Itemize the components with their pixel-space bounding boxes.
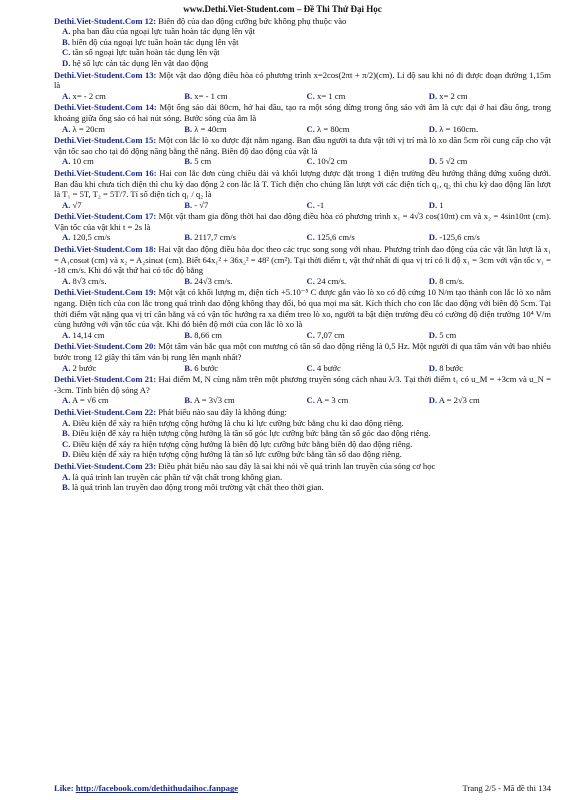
option-letter: A. bbox=[62, 199, 71, 210]
option-text: là quá trình lan truyền các phần tử vật chất trong không gian. bbox=[72, 471, 283, 482]
question-label: Dethi.Viet-Student.Com 12: bbox=[54, 15, 157, 26]
option-text: λ = 80cm bbox=[317, 123, 350, 134]
like-label: Like: bbox=[54, 783, 74, 794]
answer-option[interactable] bbox=[184, 232, 306, 243]
answer-option[interactable] bbox=[54, 37, 551, 48]
option-letter: B. bbox=[62, 482, 70, 493]
answer-option[interactable] bbox=[184, 395, 306, 406]
answer-options bbox=[54, 200, 551, 211]
option-text: 7,07 cm bbox=[317, 329, 345, 340]
option-text: - √7 bbox=[194, 199, 209, 210]
answer-option[interactable] bbox=[429, 91, 551, 102]
answer-option[interactable] bbox=[307, 276, 429, 287]
option-letter: D. bbox=[428, 395, 438, 406]
question-block bbox=[54, 244, 551, 286]
question-stem bbox=[54, 16, 551, 27]
option-text: 8√3 cm/s. bbox=[72, 275, 107, 286]
option-letter: A. bbox=[62, 362, 71, 373]
option-text: A = √6 cm bbox=[72, 395, 109, 406]
option-text: 5 √2 cm bbox=[439, 156, 468, 167]
option-letter: C. bbox=[62, 47, 71, 58]
answer-option[interactable] bbox=[54, 428, 551, 439]
option-letter: A. bbox=[62, 417, 71, 428]
question-text: Một vật có khối lượng m, điện tích +5.10⁻⁵ C được gắn vào lò xo có độ cứng 10 N/m tạo thành con lắc lò xo nằm ngang. Điện tích của con lắc trong quá trình dao động không thay đổi, bỏ qua mọi ma sát. Kích thích cho con lắc dao động với biên độ 5cm. Tại thời điểm vật nặng qua vị trí cân bằng và có vận tốc hướng ra xa điểm treo lò xo, người ta bật điện trường đều có cường độ điện trường 10⁴ V/m cùng hướng với vận tốc của vật. Khi đó biên độ mới của con lắc lò xo là bbox=[54, 287, 551, 330]
answer-option[interactable] bbox=[429, 200, 551, 211]
option-text: 8 bước bbox=[439, 362, 464, 373]
option-text: 125,6 cm/s bbox=[317, 232, 355, 243]
question-label: Dethi.Viet-Student.Com 14: bbox=[54, 102, 157, 113]
option-text: -125,6 cm/s bbox=[439, 232, 480, 243]
question-stem bbox=[54, 407, 551, 418]
answer-option[interactable] bbox=[184, 363, 306, 374]
answer-options bbox=[54, 124, 551, 135]
question-label: Dethi.Viet-Student.Com 16: bbox=[54, 167, 157, 178]
question-stem bbox=[54, 102, 551, 123]
answer-options bbox=[54, 363, 551, 374]
answer-option[interactable] bbox=[54, 418, 551, 429]
footer-like bbox=[54, 783, 238, 794]
option-text: A = 3√3 cm bbox=[193, 395, 235, 406]
answer-option[interactable] bbox=[429, 232, 551, 243]
answer-options bbox=[54, 26, 551, 68]
option-text: 1 bbox=[439, 199, 444, 210]
question-text: Hai vật dao động điều hòa dọc theo các trục song song với nhau. Phương trình dao động của các vật lần lượt là x₁ = A₁cosωt (cm) và x₂ = A₂sinωt (cm). Biết 64x₁² + 36x₂² = 48² (cm²). Tại thời điểm t, vật thứ nhất đi qua vị trí có li độ x₁ = 3cm với vận tốc v₁ = -18 cm/s. Khi đó vật thứ hai có tốc độ bằng bbox=[54, 244, 551, 276]
answer-option[interactable] bbox=[184, 330, 306, 341]
question-stem bbox=[54, 244, 551, 276]
answer-option[interactable] bbox=[54, 439, 551, 450]
question-block bbox=[54, 168, 551, 210]
question-stem bbox=[54, 70, 551, 91]
question-text: Biên độ của dao động cưỡng bức không phụ thuộc vào bbox=[158, 15, 347, 26]
option-text: √7 bbox=[72, 199, 82, 210]
answer-option[interactable] bbox=[62, 395, 184, 406]
option-letter: C. bbox=[306, 90, 315, 101]
answer-options bbox=[54, 232, 551, 243]
question-stem bbox=[54, 168, 551, 200]
answer-option[interactable] bbox=[54, 58, 551, 69]
option-letter: B. bbox=[62, 428, 70, 439]
answer-option[interactable] bbox=[307, 395, 429, 406]
answer-option[interactable] bbox=[307, 232, 429, 243]
question-text: Một tấm ván bắc qua một con mương có tần số dao động riêng là 0,5 Hz. Một người đi qua tấm ván với bao nhiêu bước trong 12 giây thì tấm ván bị rung lên mạnh nhất? bbox=[54, 341, 551, 362]
answer-options bbox=[54, 472, 551, 493]
option-text: Điều kiện để xảy ra hiện tượng cộng hưởng là tần số góc lực cưỡng bức bằng tần số góc dao động riêng. bbox=[72, 428, 431, 439]
answer-option[interactable] bbox=[62, 200, 184, 211]
option-text: A = 2√3 cm bbox=[438, 395, 480, 406]
question-label: Dethi.Viet-Student.Com 18: bbox=[54, 244, 157, 255]
question-label: Dethi.Viet-Student.Com 19: bbox=[54, 287, 157, 298]
answer-option[interactable] bbox=[307, 156, 429, 167]
option-letter: B. bbox=[184, 329, 193, 340]
option-text: Điều kiện để xảy ra hiện tượng cộng hưởng là chu kì lực cưỡng bức bằng chu kì dao động riêng. bbox=[72, 417, 404, 428]
option-letter: D. bbox=[428, 275, 438, 286]
answer-options bbox=[54, 91, 551, 102]
option-text: Điều kiện để xảy ra hiện tượng cộng hưởng là tần số lực cưỡng bức bằng tần số dao động riêng. bbox=[72, 449, 402, 460]
option-letter: A. bbox=[62, 26, 71, 37]
question-stem bbox=[54, 135, 551, 156]
answer-option[interactable] bbox=[184, 156, 306, 167]
option-text: λ = 160cm. bbox=[439, 123, 479, 134]
option-text: 8 cm/s. bbox=[439, 275, 465, 286]
question-stem bbox=[54, 287, 551, 329]
answer-option[interactable] bbox=[429, 124, 551, 135]
question-text: Một vật dao động điều hòa có phương trình x=2cos(2πt + π/2)(cm). Li độ sau khi nó đi được đoạn đường 1,15m là bbox=[54, 69, 551, 91]
question-text: Một con lắc lò xo được đặt nằm ngang. Ban đầu người ta đưa vật tới vị trí mà lò xo dãn 5cm rồi cung cấp cho vật vận tốc sao cho tại đó động năng bằng thế năng. Biên độ dao động của vật là bbox=[54, 135, 551, 156]
option-letter: A. bbox=[62, 471, 71, 482]
option-letter: C. bbox=[306, 156, 315, 167]
answer-options bbox=[54, 395, 551, 406]
answer-option[interactable] bbox=[184, 124, 306, 135]
answer-options bbox=[54, 330, 551, 341]
option-text: 10√2 cm bbox=[317, 156, 348, 167]
option-letter: D. bbox=[428, 123, 438, 134]
option-letter: B. bbox=[184, 123, 193, 134]
question-text: Điều phát biểu nào sau đây là sai khi nói về quá trình lan truyền của sóng cơ học bbox=[158, 460, 436, 471]
question-block bbox=[54, 70, 551, 102]
option-text: hệ số lực cản tác dụng lên vật dao động bbox=[72, 57, 209, 68]
question-label: Dethi.Viet-Student.Com 20: bbox=[54, 341, 157, 352]
question-label: Dethi.Viet-Student.Com 17: bbox=[54, 211, 157, 222]
option-text: λ = 40cm bbox=[194, 123, 227, 134]
option-text: x= - 1 cm bbox=[194, 90, 228, 101]
option-letter: B. bbox=[184, 395, 193, 406]
option-text: -1 bbox=[317, 199, 325, 210]
option-text: 6 bước bbox=[194, 362, 219, 373]
option-text: 120,5 cm/s bbox=[72, 232, 111, 243]
answer-option[interactable] bbox=[184, 91, 306, 102]
question-block bbox=[54, 461, 551, 493]
option-text: tần số ngoại lực tuần hoàn tác dụng lên vật bbox=[72, 47, 220, 58]
question-block bbox=[54, 135, 551, 167]
option-text: biên độ của ngoại lực tuần hoàn tác dụng lên vật bbox=[72, 36, 239, 47]
option-letter: A. bbox=[62, 156, 71, 167]
option-letter: C. bbox=[306, 329, 315, 340]
question-block bbox=[54, 374, 551, 406]
option-letter: D. bbox=[428, 232, 438, 243]
option-text: 4 bước bbox=[317, 362, 341, 373]
question-block bbox=[54, 211, 551, 243]
answer-option[interactable] bbox=[429, 156, 551, 167]
answer-option[interactable] bbox=[62, 232, 184, 243]
option-text: 2 bước bbox=[72, 362, 97, 373]
answer-option[interactable] bbox=[62, 330, 184, 341]
option-letter: D. bbox=[62, 449, 71, 460]
answer-option[interactable] bbox=[429, 330, 551, 341]
answer-options bbox=[54, 156, 551, 167]
answer-option[interactable] bbox=[62, 91, 184, 102]
question-block bbox=[54, 16, 551, 69]
option-letter: C. bbox=[306, 395, 315, 406]
question-stem bbox=[54, 341, 551, 362]
question-label: Dethi.Viet-Student.Com 22: bbox=[54, 406, 157, 417]
answer-option[interactable] bbox=[54, 47, 551, 58]
option-text: 10 cm bbox=[72, 156, 94, 167]
facebook-link[interactable]: http://facebook.com/dethithudaihoc.fanpage bbox=[75, 783, 239, 794]
page-footer bbox=[54, 783, 551, 794]
option-letter: D. bbox=[428, 90, 438, 101]
question-text: Phát biểu nào sau đây là không đúng: bbox=[158, 406, 287, 417]
option-letter: A. bbox=[62, 329, 71, 340]
option-text: là quá trình lan truyền dao động trong môi trường vật chất theo thời gian. bbox=[72, 482, 324, 493]
question-block bbox=[54, 341, 551, 373]
option-letter: B. bbox=[184, 232, 193, 243]
page-info: Trang 2/5 - Mã đề thi 134 bbox=[462, 783, 551, 794]
question-text: Hai điểm M, N cùng nằm trên một phương truyền sóng cách nhau λ/3. Tại thời điểm t₁ có u_M = +3cm và u_N = -3cm. Tính biên độ sóng A? bbox=[54, 374, 551, 395]
option-letter: D. bbox=[428, 156, 438, 167]
option-letter: B. bbox=[184, 199, 193, 210]
option-letter: D. bbox=[62, 57, 71, 68]
answer-option[interactable] bbox=[54, 26, 551, 37]
answer-option[interactable] bbox=[307, 124, 429, 135]
option-text: x= 1 cm bbox=[317, 90, 346, 101]
option-text: 24 cm/s. bbox=[317, 275, 347, 286]
option-letter: B. bbox=[184, 90, 193, 101]
option-letter: C. bbox=[306, 199, 315, 210]
option-text: 24√3 cm/s. bbox=[194, 275, 233, 286]
question-block bbox=[54, 102, 551, 134]
answer-option[interactable] bbox=[307, 330, 429, 341]
option-letter: C. bbox=[306, 362, 315, 373]
option-text: pha ban đầu của ngoại lực tuần hoàn tác dụng lên vật bbox=[72, 26, 255, 37]
option-letter: D. bbox=[428, 199, 438, 210]
option-text: 14,14 cm bbox=[72, 329, 105, 340]
answer-option[interactable] bbox=[54, 472, 551, 483]
option-letter: B. bbox=[184, 362, 193, 373]
option-text: 2117,7 cm/s bbox=[194, 232, 236, 243]
answer-options bbox=[54, 418, 551, 460]
question-block bbox=[54, 407, 551, 460]
question-list bbox=[54, 16, 551, 493]
option-letter: C. bbox=[306, 232, 315, 243]
option-letter: C. bbox=[306, 123, 315, 134]
question-stem bbox=[54, 211, 551, 232]
option-letter: B. bbox=[62, 36, 70, 47]
answer-option[interactable] bbox=[62, 124, 184, 135]
option-letter: B. bbox=[184, 275, 193, 286]
question-label: Dethi.Viet-Student.Com 13: bbox=[54, 69, 157, 80]
option-letter: C. bbox=[306, 275, 315, 286]
option-letter: A. bbox=[62, 275, 71, 286]
answer-options bbox=[54, 276, 551, 287]
option-letter: D. bbox=[428, 329, 438, 340]
answer-option[interactable] bbox=[184, 200, 306, 211]
option-text: Điều kiện để xảy ra hiện tượng cộng hưởng là biên độ lực cưỡng bức bằng biên độ dao động riêng. bbox=[72, 438, 413, 449]
option-text: A = 3 cm bbox=[316, 395, 349, 406]
answer-option[interactable] bbox=[62, 156, 184, 167]
answer-option[interactable] bbox=[429, 276, 551, 287]
option-text: 5 cm bbox=[194, 156, 212, 167]
page-header: www.Dethi.Viet-Student.com – Đề Thi Thử Đại Học bbox=[183, 4, 382, 14]
question-label: Dethi.Viet-Student.Com 23: bbox=[54, 460, 157, 471]
option-text: λ = 20cm bbox=[72, 123, 105, 134]
answer-option[interactable] bbox=[54, 482, 551, 493]
option-letter: A. bbox=[62, 395, 71, 406]
option-letter: A. bbox=[62, 90, 71, 101]
question-label: Dethi.Viet-Student.Com 21: bbox=[54, 374, 157, 385]
option-letter: A. bbox=[62, 232, 71, 243]
question-text: Hai con lắc đơn cùng chiều dài và khối lượng được đặt trong 1 điện trường đều hướng thẳng đứng xuống dưới. Ban đầu khi chưa tích điện thì chu kỳ dao động 2 con lắc là T. Tích điện cho chúng lần lượt với các điện tích q₁, q₂ thì chu kỳ dao động lần lượt là T₁ = 5T, T₂ = 5T/7. Tỉ số điện tích q₁ / q₂ là bbox=[54, 167, 551, 200]
question-stem bbox=[54, 374, 551, 395]
answer-option[interactable] bbox=[184, 276, 306, 287]
option-text: 5 cm bbox=[439, 329, 457, 340]
answer-option[interactable] bbox=[429, 363, 551, 374]
question-stem bbox=[54, 461, 551, 472]
option-text: 8,66 cm bbox=[194, 329, 222, 340]
option-letter: B. bbox=[184, 156, 193, 167]
option-letter: A. bbox=[62, 123, 71, 134]
answer-option[interactable] bbox=[62, 276, 184, 287]
option-text: x= - 2 cm bbox=[72, 90, 106, 101]
question-block bbox=[54, 287, 551, 340]
option-text: x= 2 cm bbox=[439, 90, 468, 101]
answer-option[interactable] bbox=[62, 363, 184, 374]
answer-option[interactable] bbox=[307, 363, 429, 374]
question-label: Dethi.Viet-Student.Com 15: bbox=[54, 135, 157, 146]
answer-option[interactable] bbox=[54, 449, 551, 460]
option-letter: C. bbox=[62, 438, 71, 449]
answer-option[interactable] bbox=[307, 91, 429, 102]
answer-option[interactable] bbox=[307, 200, 429, 211]
question-text: Một ống sáo dài 80cm, hở hai đầu, tạo ra một sóng dừng trong ống sáo với âm là cực đại ở hai đầu ống, trong khoảng giữa ống sáo có hai nút sóng. Bước sóng của âm là bbox=[54, 102, 551, 123]
answer-option[interactable] bbox=[429, 395, 551, 406]
option-letter: D. bbox=[428, 362, 438, 373]
question-text: Một vật tham gia đồng thời hai dao động điều hòa có phương trình x₁ = 4√3 cos(10πt) cm và x₂ = 4sin10πt (cm). Vận tốc của vật khi t = 2s là bbox=[54, 211, 551, 232]
